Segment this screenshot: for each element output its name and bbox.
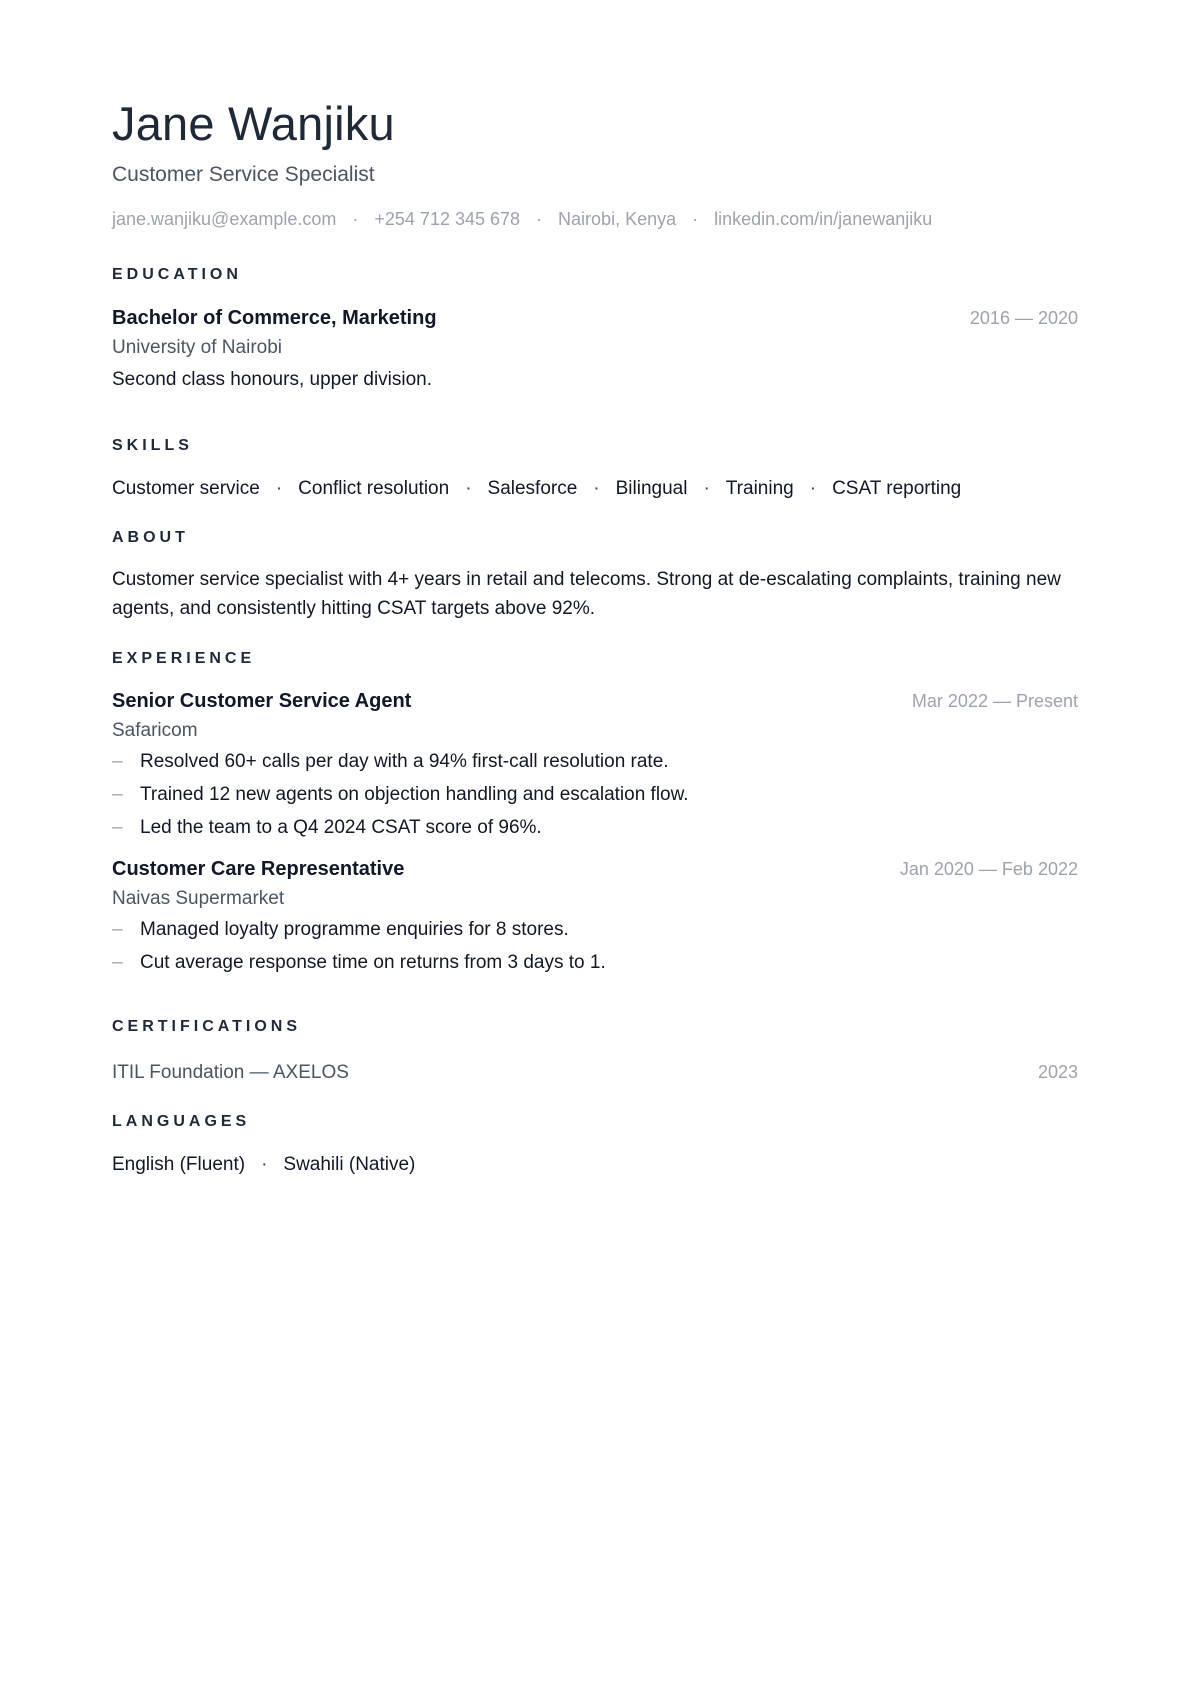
skill-separator: ·	[809, 478, 817, 499]
languages-section	[112, 1112, 1078, 1177]
bullet-dash: –	[112, 784, 123, 805]
experience-entry-header	[112, 856, 1078, 882]
bullet-text: Cut average response time on returns from 3 days to 1.	[140, 952, 606, 973]
job-dates: Jan 2020 — Feb 2022	[899, 859, 1078, 879]
bullet-dash: –	[112, 751, 123, 772]
contact-separator: ·	[692, 209, 699, 229]
education-dates: 2016 — 2020	[969, 308, 1078, 328]
school-name: University of Nairobi	[112, 337, 282, 358]
contact-location: Nairobi, Kenya	[558, 209, 677, 229]
languages-list	[112, 1153, 1078, 1177]
bullet-text: Managed loyalty programme enquiries for 8 stores.	[140, 919, 569, 940]
skill-item: Customer service	[112, 478, 260, 499]
job-bullets	[112, 918, 1078, 975]
bullet-dash: –	[112, 817, 123, 838]
contact-line	[112, 207, 1078, 231]
bullet-item	[112, 783, 1078, 807]
certification-year: 2023	[1037, 1062, 1078, 1082]
experience-entry	[112, 856, 1078, 975]
certification-name: ITIL Foundation — AXELOS	[112, 1062, 349, 1083]
candidate-name: Jane Wanjiku	[112, 97, 395, 150]
job-bullets	[112, 750, 1078, 840]
skill-separator: ·	[703, 478, 710, 499]
skills-heading: SKILLS	[112, 437, 193, 454]
contact-linkedin[interactable]: linkedin.com/in/janewanjiku	[714, 209, 933, 229]
company-name: Naivas Supermarket	[112, 888, 285, 909]
bullet-text: Led the team to a Q4 2024 CSAT score of 96%.	[140, 817, 542, 838]
company-name: Safaricom	[112, 720, 198, 741]
contact-separator: ·	[536, 209, 543, 229]
job-role: Senior Customer Service Agent	[112, 690, 412, 712]
resume-header	[112, 96, 1078, 231]
skill-separator: ·	[593, 478, 600, 499]
job-role: Customer Care Representative	[112, 858, 405, 880]
language-item: English (Fluent)	[112, 1154, 246, 1175]
contact-email[interactable]: jane.wanjiku@example.com	[112, 209, 337, 229]
experience-entry-header	[112, 688, 1078, 714]
language-item: Swahili (Native)	[283, 1154, 416, 1175]
bullet-dash: –	[112, 952, 123, 973]
bullet-text: Trained 12 new agents on objection handling and escalation flow.	[140, 784, 689, 805]
education-entry-header	[112, 305, 1078, 331]
education-heading: EDUCATION	[112, 266, 242, 283]
job-dates: Mar 2022 — Present	[911, 691, 1078, 711]
about-heading: ABOUT	[112, 529, 189, 546]
experience-heading: EXPERIENCE	[112, 650, 256, 667]
skill-item: Training	[725, 478, 794, 499]
languages-heading: LANGUAGES	[112, 1113, 251, 1130]
certification-entry	[112, 1060, 1078, 1085]
education-section	[112, 265, 1078, 392]
contact-separator: ·	[352, 209, 359, 229]
about-text: Customer service specialist with 4+ years in retail and telecoms. Strong at de-escalating complaints, training new agents, and consistently hitting CSAT targets above 92%.	[112, 569, 1061, 619]
education-note: Second class honours, upper division.	[112, 369, 433, 390]
skill-separator: ·	[275, 478, 283, 499]
certifications-section	[112, 1017, 1078, 1085]
certifications-heading: CERTIFICATIONS	[112, 1018, 302, 1035]
about-section	[112, 528, 1078, 623]
candidate-title: Customer Service Specialist	[112, 163, 375, 186]
skill-item: Salesforce	[487, 478, 578, 499]
degree-title: Bachelor of Commerce, Marketing	[112, 307, 437, 329]
language-separator: ·	[261, 1154, 268, 1175]
skills-section	[112, 436, 1078, 501]
bullet-text: Resolved 60+ calls per day with a 94% first-call resolution rate.	[140, 751, 669, 772]
skill-separator: ·	[465, 478, 472, 499]
skill-item: Bilingual	[615, 478, 688, 499]
bullet-item	[112, 816, 1078, 840]
bullet-item	[112, 750, 1078, 774]
skills-list	[112, 477, 1078, 501]
experience-section	[112, 649, 1078, 975]
contact-phone[interactable]: +254 712 345 678	[374, 209, 521, 229]
bullet-item	[112, 918, 1078, 942]
skill-item: Conflict resolution	[298, 478, 450, 499]
education-entry	[112, 305, 1078, 392]
bullet-item	[112, 951, 1078, 975]
bullet-dash: –	[112, 919, 123, 940]
experience-entry	[112, 688, 1078, 840]
skill-item: CSAT reporting	[832, 478, 962, 499]
